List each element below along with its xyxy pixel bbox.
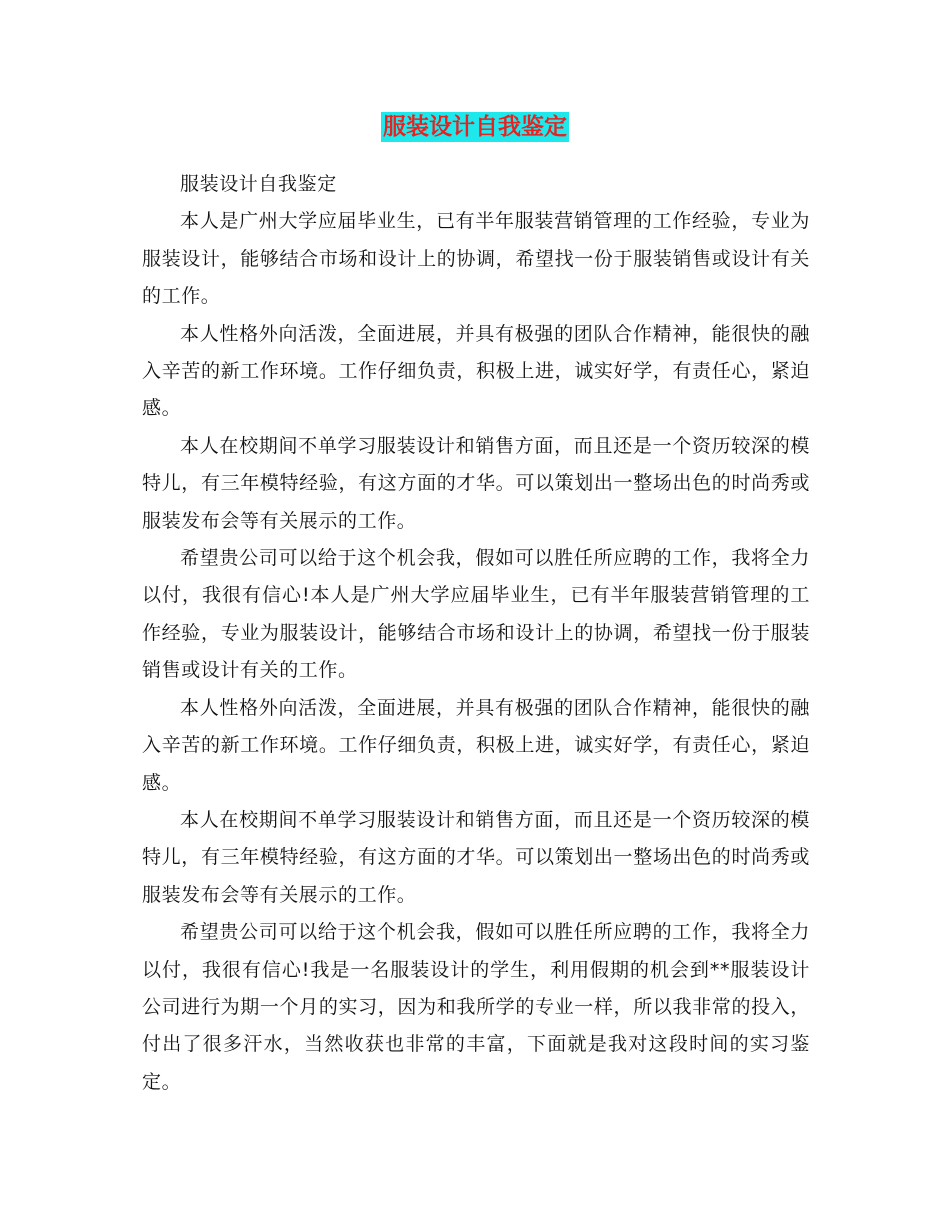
paragraph-subtitle: 服装设计自我鉴定 [180,173,337,195]
paragraph: 本人性格外向活泼，全面进展，并具有极强的团队合作精神，能很快的融入辛苦的新工作环境。工作仔细负责，积极上进，诚实好学，有责任心，紧迫感。 [142,322,810,420]
paragraph: 希望贵公司可以给于这个机会我，假如可以胜任所应聘的工作，我将全力以付，我很有信心!本人是广州大学应届毕业生，已有半年服装营销管理的工作经验，专业为服装设计，能够结合市场和设计上的协调，希望找一份于服装销售或设计有关的工作。 [142,547,810,682]
paragraph: 本人在校期间不单学习服装设计和销售方面，而且还是一个资历较深的模特儿，有三年模特经验，有这方面的才华。可以策划出一整场出色的时尚秀或服装发布会等有关展示的工作。 [142,434,810,532]
paragraph: 本人在校期间不单学习服装设计和销售方面，而且还是一个资历较深的模特儿，有三年模特经验，有这方面的才华。可以策划出一整场出色的时尚秀或服装发布会等有关展示的工作。 [142,808,810,906]
document-title: 服装设计自我鉴定 [383,114,567,140]
paragraph: 本人是广州大学应届毕业生，已有半年服装营销管理的工作经验，专业为服装设计，能够结合市场和设计上的协调，希望找一份于服装销售或设计有关的工作。 [142,210,810,308]
title-wrapper [0,112,950,142]
paragraph: 希望贵公司可以给于这个机会我，假如可以胜任所应聘的工作，我将全力以付，我很有信心!我是一名服装设计的学生，利用假期的机会到**服装设计公司进行为期一个月的实习，因为和我所学的专业一样，所以我非常的投入，付出了很多汗水，当然收获也非常的丰富，下面就是我对这段时间的实习鉴定。 [142,921,810,1093]
paragraph: 本人性格外向活泼，全面进展，并具有极强的团队合作精神，能很快的融入辛苦的新工作环境。工作仔细负责，积极上进，诚实好学，有责任心，紧迫感。 [142,696,810,794]
document-body [142,166,810,1101]
